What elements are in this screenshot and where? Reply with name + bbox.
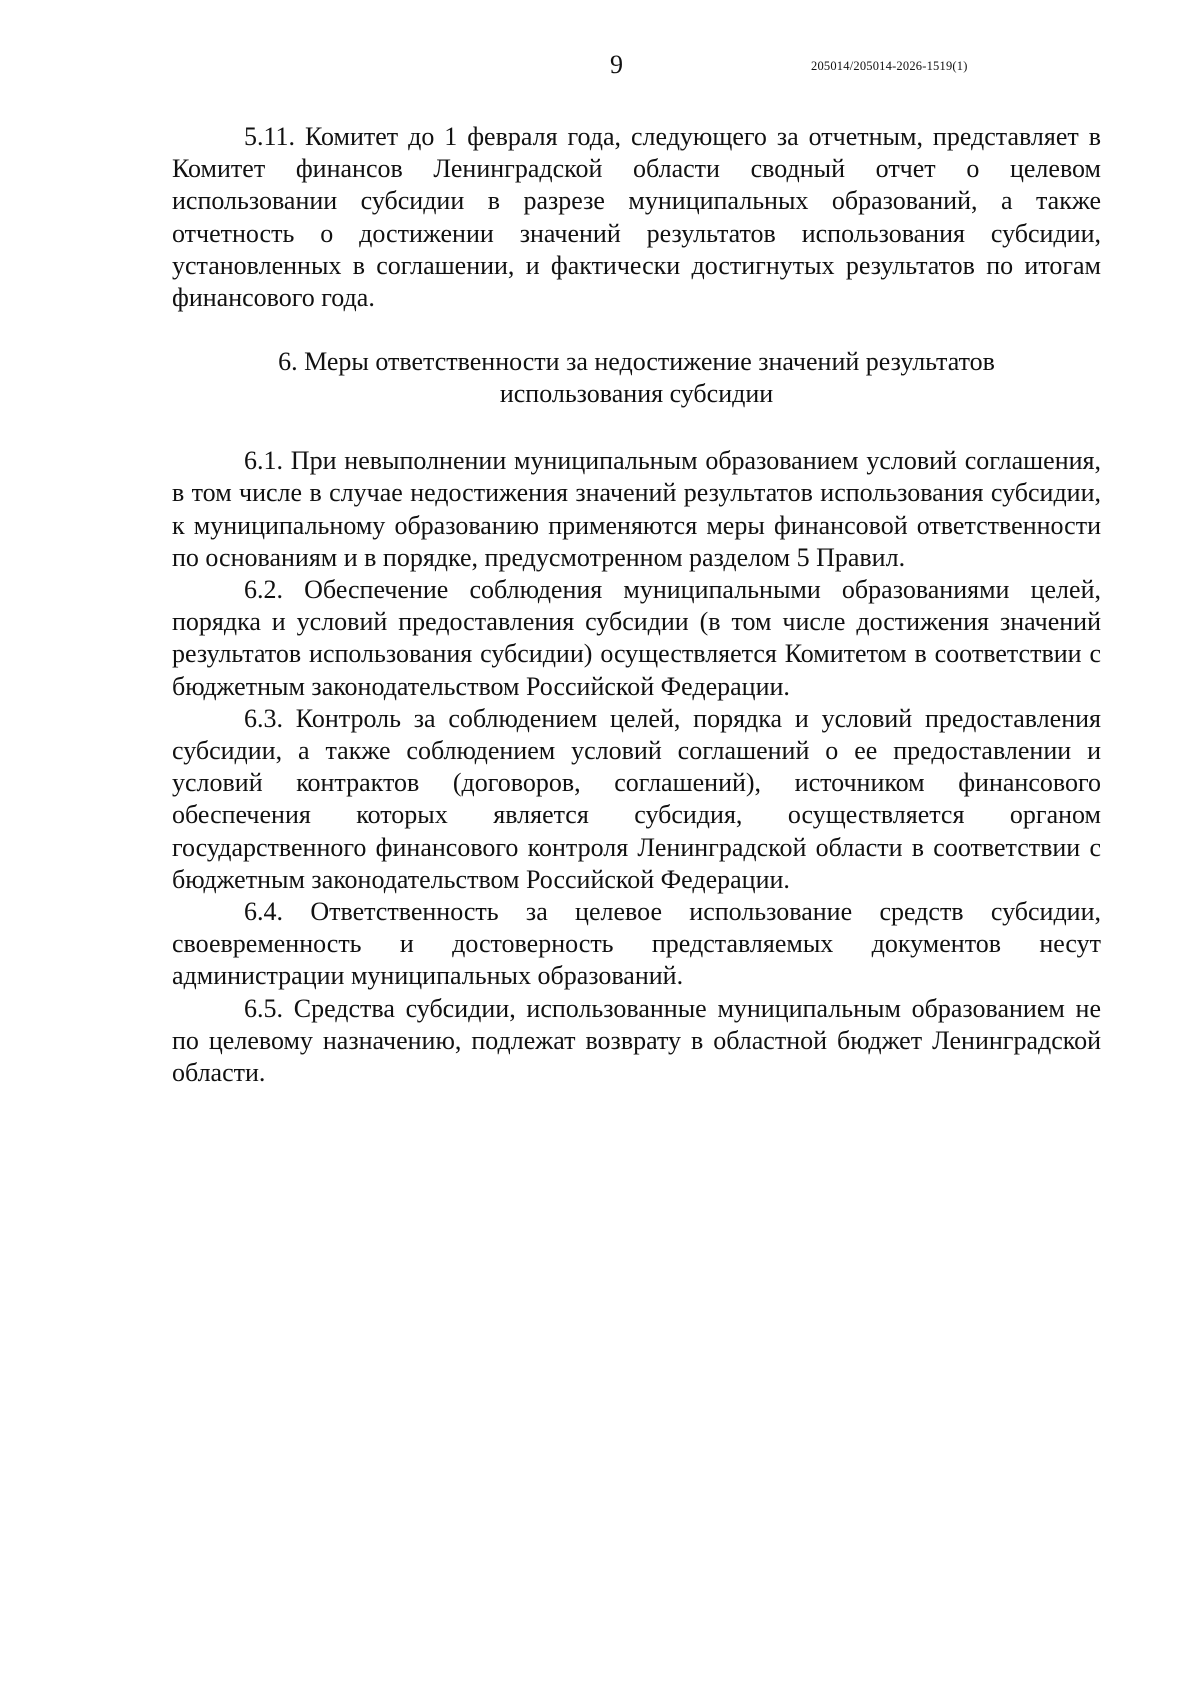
section-6-heading-line-2: использования субсидии xyxy=(499,379,774,409)
paragraph-6-5: 6.5. Средства субсидии, использованные муниципальным образованием не по целевому назначению, подлежат возврату в областной бюджет Ленинградской области. xyxy=(172,993,1101,1088)
paragraph-6-4: 6.4. Ответственность за целевое использование средств субсидии, своевременность и достоверность представляемых документов несут администрации муниципальных образований. xyxy=(172,897,1101,991)
paragraph-5-11: 5.11. Комитет до 1 февраля года, следующего за отчетным, представляет в Комитет финансов Ленинградской области сводный отчет о целевом использовании субсидии в разрезе муниципальных образований, а также отчетность о достижении значений результатов использования субсидии, установленных в соглашении, и фактически достигнутых результатов по итогам финансового года. xyxy=(172,122,1101,313)
paragraph-6-1: 6.1. При невыполнении муниципальным образованием условий соглашения, в том числе в случае недостижения значений результатов использования субсидии, к муниципальному образованию применяются меры финансовой ответственности по основаниям и в порядке, предусмотренном разделом 5 Правил. xyxy=(172,446,1101,572)
document-code: 205014/205014-2026-1519(1) xyxy=(811,59,968,73)
paragraph-6-3: 6.3. Контроль за соблюдением целей, порядка и условий предоставления субсидии, а также соблюдением условий соглашений о ее предоставлении и условий контрактов (договоров, соглашений), источником финансового обеспечения которых является субсидия, осуществляется органом государственного финансового контроля Ленинградской области в соответствии с бюджетным законодательством Российской Федерации. xyxy=(172,703,1101,894)
document-body xyxy=(172,121,1101,1089)
section-6-heading-line-1: 6. Меры ответственности за недостижение значений результатов xyxy=(278,347,995,377)
page-number: 9 xyxy=(610,50,623,79)
section-6-heading xyxy=(172,346,1101,410)
paragraph-6-2: 6.2. Обеспечение соблюдения муниципальными образованиями целей, порядка и условий предоставления субсидии (в том числе достижения значений результатов использования субсидии) осуществляется Комитетом в соответствии с бюджетным законодательством Российской Федерации. xyxy=(172,575,1101,701)
